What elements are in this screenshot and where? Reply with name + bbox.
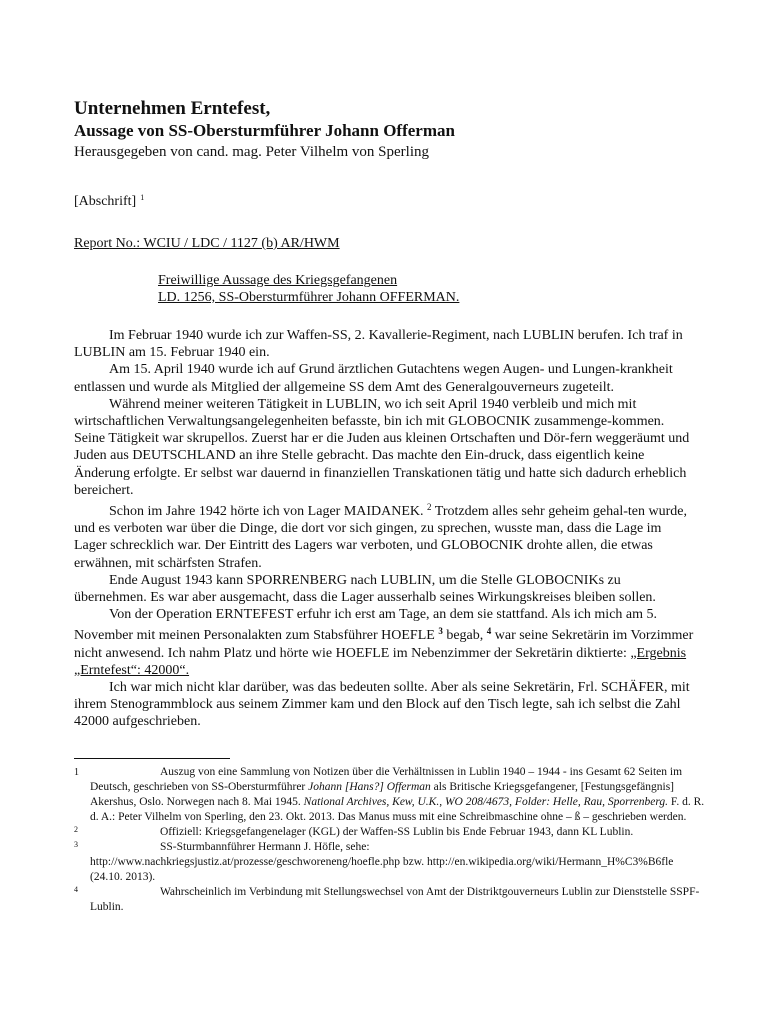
footnote-2-text: Offiziell: Kriegsgefangenelager (KGL) der Waffen-SS Lublin bis Ende Februar 1943, dann KL Lublin. — [160, 826, 634, 838]
document-page — [74, 98, 694, 731]
footnote-1-part-a: Auszug von eine Sammlung von Notizen über die Verhältnissen in Lublin 1940 – 1944 - ins Gesamt 62 Seiten im Deutsch, geschrieben von SS-Obersturmführer — [90, 766, 683, 793]
ergebnis-quote: „Ergebnis „Erntefest“: 42000“. — [74, 645, 687, 678]
statement-line-1: Freiwillige Aussage des Kriegsgefangenen — [158, 273, 398, 288]
paragraph-4-text-a: Schon im Jahre 1942 hörte ich von Lager MAIDANEK. — [109, 504, 424, 520]
footnote-ref-4: 4 — [486, 626, 492, 637]
footnote-4-text: Wahrscheinlich im Verbindung mit Stellungswechsel von Amt der Distriktgouverneurs Lublin zur Dienststelle SSPF-Lublin. — [90, 886, 700, 913]
footnote-ref-2: 2 — [427, 502, 432, 513]
footnote-3-text: SS-Sturmbannführer Hermann J. Höfle, sehe: — [160, 841, 370, 853]
paragraph-4-text-b: Trotzdem alles sehr geheim gehal-ten wurde, und es verboten war über die Dinge, die dort vor sich gingen, zu sprechen, wusste man, dass die Lage im Lager schrecklich war. Der Eintritt des Lagers war verboten, und GLOBOCNIK drohte allen, die etwas erwähnen, mit schärfsten Strafen. — [74, 504, 687, 571]
footnote-1-text — [90, 765, 706, 825]
paragraph-6-text-c: war seine Sekretärin im Vorzimmer nicht anwesend. Ich nahm Platz und hörte wie HOEFLE im Nebenzimmer der Sekretärin diktierte: — [74, 628, 694, 661]
footnote-2 — [74, 825, 706, 840]
paragraph-6-text-b: begab, — [442, 628, 484, 644]
footnote-number: 4 — [74, 885, 78, 894]
paragraph-6-text-a: Von der Operation ERNTEFEST erfuhr ich erst am Tage, an dem sie stattfand. Als ich mich am 5. November mit meinen Personalakten zum Stabsführer HOEFLE — [74, 607, 658, 644]
footnote-separator — [74, 758, 230, 759]
editor-line: Herausgegeben von cand. mag. Peter Vilhelm von Sperling — [74, 144, 429, 160]
paragraph-6 — [74, 606, 694, 679]
paragraph-7: Ich war mich nicht klar darüber, was das bedeuten sollte. Aber als seine Sekretärin, Frl. SCHÄFER, mit ihrem Stenogrammblock aus seinem Zimmer kam und den Block auf den Tisch legte, sah ich selbst die Zahl 42000 aufgeschrieben. — [74, 680, 690, 730]
paragraph-2: Am 15. April 1940 wurde ich auf Grund ärztlichen Gutachtens wegen Augen- und Lungen-krankheit entlassen und wurde als Mitglied der allgemeine SS dem Amt des Generalgouverneurs zugeteilt. — [74, 362, 673, 395]
footnote-number: 2 — [74, 825, 78, 834]
footnote-number: 1 — [74, 767, 79, 778]
footnote-1-archive: National Archives, Kew, U.K., WO 208/4673, Folder: Helle, Rau, Sporrenberg. — [303, 796, 669, 808]
footnote-4 — [74, 885, 706, 915]
footnote-number: 3 — [74, 840, 78, 849]
footnote-3 — [74, 840, 706, 885]
footnote-ref-3: 3 — [438, 626, 443, 637]
footnotes — [74, 765, 706, 915]
footnote-ref-1: 1 — [140, 193, 145, 202]
footnote-1 — [74, 765, 706, 825]
document-title: Unternehmen Erntefest, — [74, 98, 271, 119]
document-subtitle: Aussage von SS-Obersturmführer Johann Offerman — [74, 121, 455, 140]
abschrift-label: [Abschrift] — [74, 194, 137, 209]
statement-line-2: LD. 1256, SS-Obersturmführer Johann OFFERMAN. — [158, 290, 460, 305]
statement-heading — [158, 272, 694, 306]
paragraph-3: Während meiner weiteren Tätigkeit in LUBLIN, wo ich seit April 1940 verbleib und mich mit wirtschaftlichen Verwaltungsangelegenheiten befasste, bin ich mit GLOBOCNIK zusammenge-kommen. Seine Tätigkeit war skrupellos. Zuerst har er die Juden aus kleinen Ortschaften und Dör-fern weggeräumt und Juden aus DEUTSCHLAND an ihre Stelle gebracht. Das machte den Ein-druck, dass eigentlich keine Änderung erfolgte. Er selbst war dauernd in finanziellen Transkationen tätig und hatte sich dadurch erheblich bereichert. — [74, 396, 690, 498]
abschrift-line — [74, 188, 694, 212]
paragraph-4 — [74, 499, 694, 572]
footnote-3-links: http://www.nachkriegsjustiz.at/prozesse/geschworeneng/hoefle.php bzw. http://en.wikipedia.org/wiki/Hermann_H%C3%B6fle (24.10. 2013). — [90, 856, 674, 883]
paragraph-1: Im Februar 1940 wurde ich zur Waffen-SS, 2. Kavallerie-Regiment, nach LUBLIN berufen. Ich traf in LUBLIN am 15. Februar 1940 ein. — [74, 328, 683, 361]
footnote-1-author: Johann [Hans?] Offerman — [308, 781, 431, 793]
footnote-1-part-b: als Britische Kriegsgefangener, [Festungsgefängnis] Akershus, Oslo. Norwegen nach 8. Mai 1945. — [90, 781, 675, 808]
statement-body — [74, 327, 694, 731]
paragraph-5: Ende August 1943 kann SPORRENBERG nach LUBLIN, um die Stelle GLOBOCNIKs zu übernehmen. Es war aber ausgemacht, dass die Lager ausserhalb seines Wirkungskreises bleiben sollen. — [74, 572, 656, 606]
footnote-1-part-c: F. d. R. d. A.: Peter Vilhelm von Sperling, den 23. Okt. 2013. Das Manus muss mit eine Schreibmaschine ohne – ß – geschrieben werden. — [90, 796, 705, 823]
report-number: Report No.: WCIU / LDC / 1127 (b) AR/HWM — [74, 236, 340, 251]
